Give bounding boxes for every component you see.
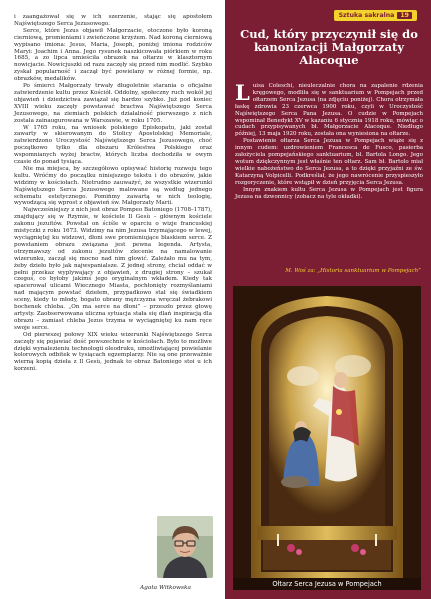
image-caption: Ołtarz Serca Jezusa w Pompejach: [233, 578, 421, 590]
section-label: Sztuka sakralna: [338, 12, 395, 19]
sidebar-panel: [225, 0, 431, 599]
author-name: Agata Witkowska: [140, 585, 191, 591]
left-paragraph-3: Po śmierci Małgorzaty trwały długoletnie starania o oficjalne zatwierdzenie kultu przez Kościół. Oddolny, społeczny ruch wokół jej objawień i dziedzictwa zawiązał się bardzo szybko. Już pod koniec XVIII wieku zaczęły powstawać bractwa Najświętszego Serca Jezusowego, na ziemiach polskich działalność pierwszego z nich została zainaugurowana w Warszawie, w roku 1705.: [14, 83, 212, 124]
article-title: Cud, który przyczynił się do kanonizacji Małgorzaty Alacoque: [240, 27, 418, 67]
page-number: 19: [397, 12, 412, 19]
left-paragraph-5: Nie ma miejsca, by szczegółowo opisywać historię rozwoju tego kultu. Wróćmy do początku niniejszego tekstu i do obrazów, jakie widzimy w kościołach. Nietrudno zauważyć, że wszystkie wizerunki Najświętszego Serca Jezusowego malowane są według jednego schematu estetycznego. Pomińmy zawartą w nich teologię, wywodzącą się wprost z objawień św. Małgorzaty Marii.: [14, 165, 212, 207]
article-body: [235, 80, 423, 200]
author-photo: [157, 516, 213, 578]
article-paragraph-3: Innym znakiem kultu Serca Jezusa w Pompejach jest figura Jezusa na dzwonnicy (zobacz na tyle okładki).: [235, 186, 423, 200]
article-source: M. Woś za: „Historia sanktuarium w Pompejach”: [285, 268, 421, 274]
section-tag: [334, 10, 417, 21]
left-paragraph-4: W 1765 roku, na wniosek polskiego Episkopatu, jaki został zawarty w skierowanym do Stolicy Apostolskiej Memoriale, zatwierdzono Uroczystość Najświętszego Serca Jezusowego, choć początkowo tylko dla obszaru Królestwa Polskiego oraz wspomnianych wyżej bractw, których liczba dochodziła w owym czasie do ponad tysiąca.: [14, 124, 212, 166]
altar-painting-icon: [233, 286, 421, 590]
left-paragraph-1: i zaangażował się w ich szerzenie, stając się apostołem Najświętszego Serca Jezusowego.: [14, 14, 212, 27]
author-portrait-icon: [157, 516, 213, 578]
left-paragraph-7: Od pierwszej połowy XIX wieku wizerunki Najświętszego Serca zaczęły się pojawiać dość powszechnie w kościołach. Było to możliwe dzięki wynalezieniu technologii oleodruku, umożliwiającej powielanie kolorowych odbitek w tysiącach egzemplarzy. Nie są one przeważnie wierną kopią dzieła z Il Gesù, jednak to obraz Batoniego stoi u ich korzeni.: [14, 331, 212, 373]
article-paragraph-1: [235, 80, 423, 138]
left-article-column: [14, 14, 212, 373]
article-paragraph-1-text: uisa Coleschi, nieuleczalnie chora na zapalenie rdzenia kręgowego, modliła się w sanktuarium w Pompejach przed ołtarzem Serca Jezusa (na zdjęciu poniżej). Chora otrzymała łaskę zdrowia 23 czerwca 1900 roku, czyli w Uroczystość Najświętszego Serca Pana Jezusa. O cudzie w Pompejach wspominał Benedykt XV w kazaniu 6 stycznia 1918 roku, mówiąc o cudach przypisywanych bł. Małgorzacie Alacoque. Niedługo później, 13 maja 1920 roku, została ona wyniesiona na ołtarze.: [235, 83, 423, 138]
left-paragraph-6: Najwcześniejszy z nich jest obraz Pompeo Batoniego (1708–1787), znajdujący się w Rzymie, w kościele Il Gesù – głównym kościele zakonu jezuitów. Powstał on ściśle w oparciu o wizje francuskiej mistyczki z roku 1673. Widzimy na nim Jezusa trzymającego w lewej, wyciągniętej ku widzowi, dłoni swe promieniujące blaskiem serce. Z powstaniem obrazu związana jest pewna legenda. Artysta, otrzymawszy od zakonu jezuitów zlecenie na namalowanie wizerunku, zaczął się mocno nad nim głowić. Zależało mu na tym, żeby dzieło było jak najwspanialsze. Z jednej strony, chciał oddać w pełni przekaz wyplywający z objawień, z drugiej strony – szukał czegoś, co byłoby jakimś jego oryginalnym wkładem. Kiedy tak spacerował ulicami Wiecznego Miasta, pochłonięty rozmyślaniami nad mającym powstać dziełem, przypadkowo stał się świadkiem sceny, kiedy to młody, bogato ubrany mężczyzna wręczał żebrakowi bochenek chleba. „On ma serce na dłoni” – przeszło przez głowę artysty. Zaobserwowana uliczna sytuacja stała się dlań inspiracją dla obrazu – zamiast chleba Jezus trzyma w wyciągniętej ku nam ręce swoje serce.: [14, 207, 212, 331]
drop-cap: L: [235, 80, 250, 105]
article-paragraph-2: Postawienie ołtarza Serca Jezusa w Pompejach wiąże się z innym cudem: uzdrowieniem Francesca de Fusco, pasierba założyciela pompejańskiego sanktuarium, bł. Bartola Longo. Jego wotum dziękczynnym jest właśnie ten ołtarz. Sam bł. Bartolo miał wielkie nabożeństwo do Serca Jezusa, a to dzięki przyjaźni ze św. Katarzyną Volpicelli. Podkreślał, że jego nawrócenie przyspieszyło rozgoryczenie, które wstąpił w dzień przyjęcia Serca Jezusa.: [235, 138, 423, 186]
left-paragraph-2: Serce, które Jezus objawił Małgorzacie, otoczone było koroną cierniową, promieniami i zwieńczone krzyżem. Nad koroną cierniową wypisano imiona: Jesus, Maria, Joseph, poniżej imiona rodziców Maryi: Joachim i Anna. Jego rysunek naszkicowała piórkiem w roku 1685, a zo lipca umieściła obrazek na ołtarzu w klasztornym nowicjacie. Nowicjuszki od razu zaczęły się przed nim modlić. Szybko zyskał popularność i zaczął być powielany w różnej formie, np. obrazków, medalików.: [14, 27, 212, 83]
altar-photo: [233, 286, 421, 590]
